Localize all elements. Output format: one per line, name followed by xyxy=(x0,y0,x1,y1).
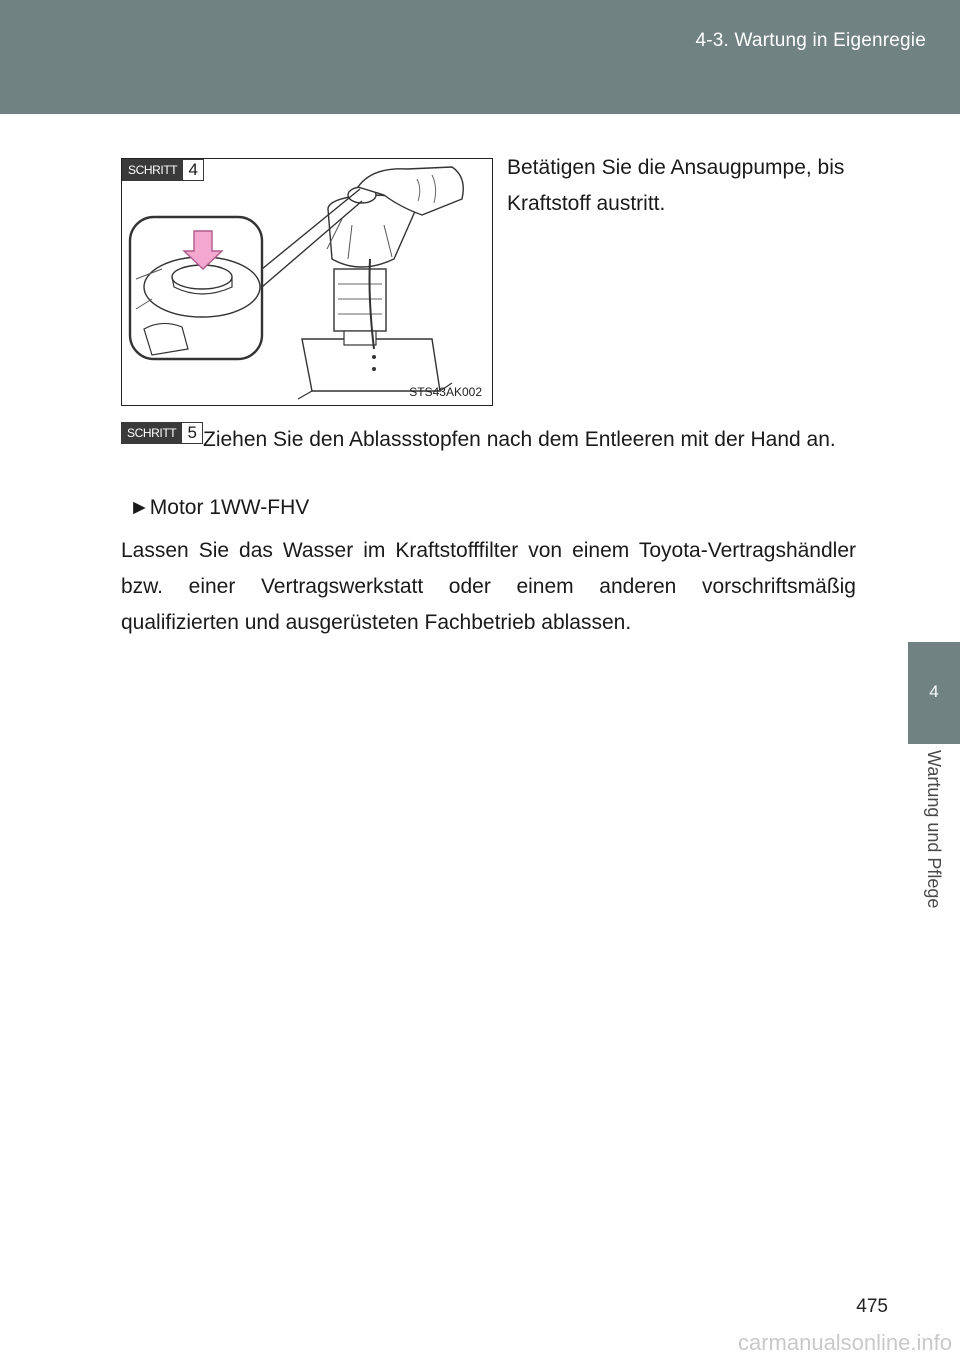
figure-code: STS43AK002 xyxy=(409,385,482,399)
step-4-badge xyxy=(122,159,204,181)
step-5-badge xyxy=(121,422,203,444)
page-header xyxy=(0,0,960,114)
step-4-text: Betätigen Sie die Ansaugpumpe, bis Kraftstoff austritt. xyxy=(507,156,845,215)
step-4-number: 4 xyxy=(183,159,204,181)
chapter-tab xyxy=(908,642,960,744)
chapter-label-text: Wartung und Pflege xyxy=(924,750,944,909)
step-4-word: SCHRITT xyxy=(122,159,183,181)
step-5-word: SCHRITT xyxy=(121,422,182,444)
body-paragraph: Lassen Sie das Wasser im Kraftstofffilter von einem Toyota-Vertragshändler bzw. einer Vertragswerkstatt oder einem anderen vorschriftsmäßig qualifizierten und ausgerüsteten Fachbetrieb ablassen. xyxy=(121,539,856,634)
watermark: carmanualsonline.info xyxy=(737,1330,952,1355)
chapter-number: 4 xyxy=(929,682,939,701)
engine-heading-text: Motor 1WW-FHV xyxy=(149,496,310,519)
triangle-marker-icon: ► xyxy=(129,496,150,519)
section-title: 4-3. Wartung in Eigenregie xyxy=(695,30,926,51)
fuel-filter-illustration xyxy=(121,158,493,406)
step-5-text: Ziehen Sie den Ablassstopfen nach dem Entleeren mit der Hand an. xyxy=(203,428,836,451)
engine-heading xyxy=(129,490,309,526)
step-5-number: 5 xyxy=(182,422,203,444)
page-number: 475 xyxy=(856,1296,888,1317)
fuel-filter-drawing xyxy=(122,159,491,404)
